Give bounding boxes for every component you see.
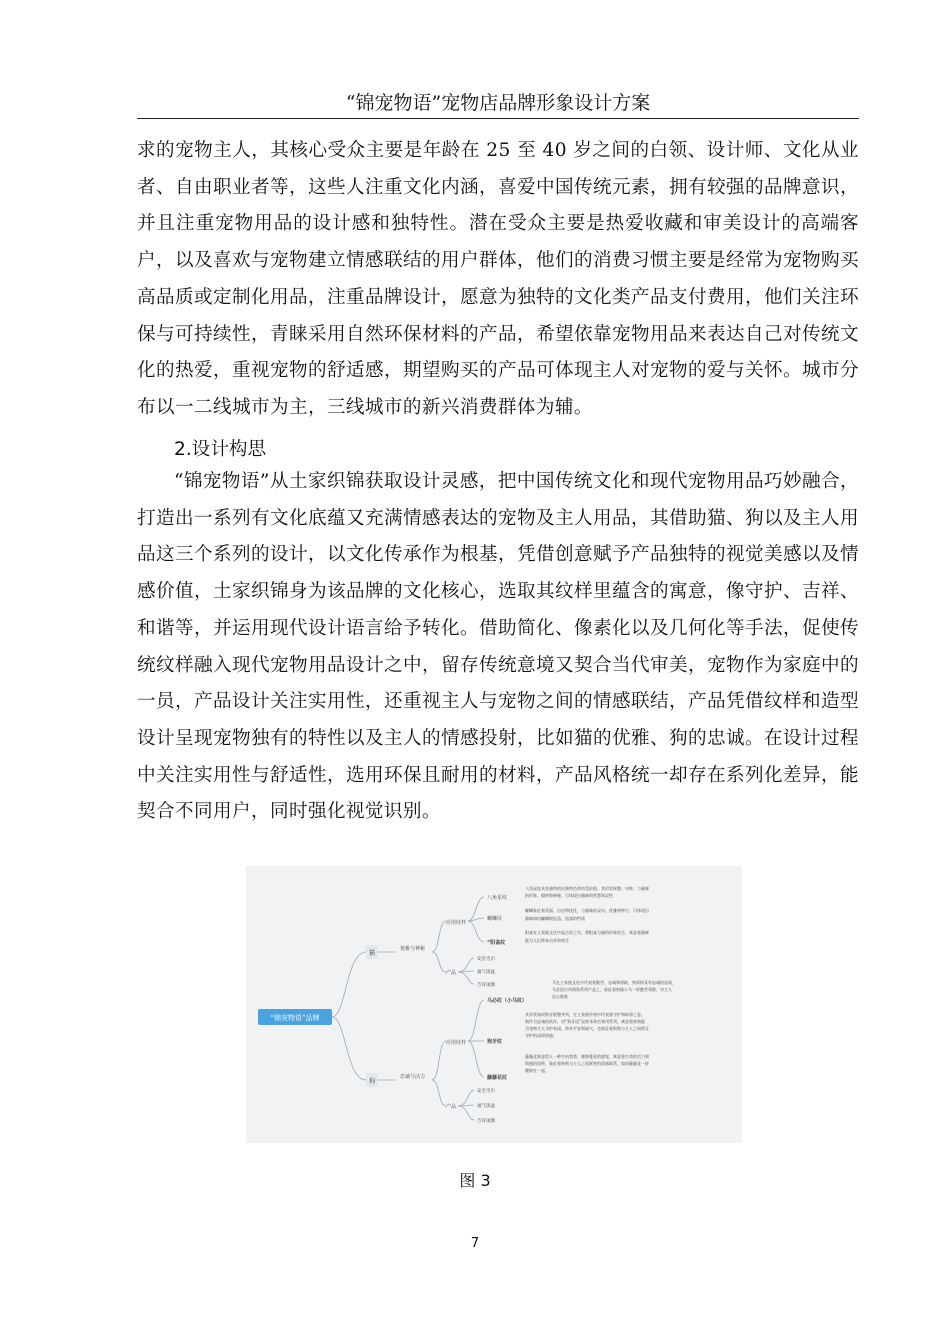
cat-pattern-desc-1b: 的形象、眼明和神秘，可体现出猫咪的智慧和灵性 xyxy=(525,893,613,898)
dog-pattern-desc-1a: 马在土家族文化中代表着勤劳、忠诚和勇敢，狗同样具有忠诚的品质， xyxy=(552,980,676,985)
dog-pattern-name-2: 狗牙纹 xyxy=(487,1039,503,1045)
header-rule xyxy=(137,118,859,119)
paragraph-2: “锦宠物语”从土家织锦获取设计灵感，把中国传统文化和现代宠物用品巧妙融合，打造出一系列有文化底蕴又充满情感表达的宠物及主人用品，其借助猫、狗以及主人用品这三个系列的设计，以文化传承作为根基，凭借创意赋予产品独特的视觉美感以及情感价值，土家织锦身为该品牌的文化核心，选取其纹样里蕴含的寓意，像守护、吉祥、和谐等，并运用现代设计语言给予转化。借助简化、像素化以及几何化等手法，促使传统纹样融入现代宠物用品设计之中，留存传统意境又契合当代审美，宠物作为家庭中的一员，产品设计关注实用性，还重视主人与宠物之间的情感联结，产品凭借纹样和造型设计呈现宠物独有的特性以及主人的情感投射，比如猫的优雅、狗的忠诚。在设计过程中关注实用性与舒适性，选用环保且耐用的材料，产品风格统一却存在系列化差异，能契合不同用户，同时强化视觉识别。 xyxy=(137,471,859,823)
mindmap-svg xyxy=(246,866,742,1143)
dog-pattern-desc-1c: 忠心耿耿 xyxy=(552,994,568,999)
dog-trait: 忠诚与活力 xyxy=(400,1074,426,1080)
dog-product-1: 安室毛巾 xyxy=(477,1089,495,1094)
dog-pattern-desc-3b: 情感的纽带，象征着狗狗与主人之间紧密的情感联系，如同藤藤花一样 xyxy=(525,1061,649,1066)
cat-pattern-desc-1a: 八角星纹具有独特的民族特色和审美价值。其形状规整、对称、与猫咪 xyxy=(525,886,649,891)
dog-pattern-name-3: 藤藤花纹 xyxy=(487,1075,508,1081)
figure-caption: 图 3 xyxy=(459,1171,491,1190)
cat-product-3: 吉祥项圈 xyxy=(477,983,495,988)
cat-pattern-name-1: 八角星纹 xyxy=(487,895,508,901)
cat-pattern-desc-2a: 螺蛳象征着美丽、自由和优化，与猫咪的灵动、优雅相呼应，可体现出 xyxy=(525,908,649,913)
mindmap-figure xyxy=(246,866,742,1143)
cat-pattern-name-2: 螺蛳纹 xyxy=(487,916,503,922)
cat-product-2: 福气饭盆 xyxy=(477,970,495,975)
cat-pattern-desc-3b: 能为人们带来吉祥和欢乐 xyxy=(525,938,569,943)
cat-product-1: 安室毛巾 xyxy=(477,957,495,962)
cat-products-label: 产品 xyxy=(446,970,457,976)
section-subheading: 2.设计构思 xyxy=(174,439,267,460)
cat-pattern-desc-3a: 阳雀在土家族文化中是吉祥之鸟，将阳雀与猫的形象结合，寓意着猫咪 xyxy=(525,930,649,935)
dog-pattern-desc-2c: 为宠物主人守护家园，带来平安和福气，也象征着狗狗与主人之间相互 xyxy=(525,1026,649,1031)
paragraph-1: 求的宠物主人，其核心受众主要是年龄在 25 至 40 岁之间的白领、设计师、文化从业者、自由职业者等，这些人注重文化内涵，喜爱中国传统元素，拥有较强的品牌意识，并且注重宠物用品的设计感和独特性。潜在受众主要是热爱收藏和审美设计的高端客户，以及喜欢与宠物建立情感联结的用户群体，他们的消费习惯主要是经常为宠物购买高品质或定制化用品，注重品牌设计，愿意为独特的文化类产品支付费用，他们关注环保与可持续性，青睐采用自然环保材料的产品，希望依靠宠物用品来表达自己对传统文化的热爱，重视宠物的舒适感，期望购买的产品可体现主人对宠物的爱与关怀。城市分布以一二线城市为主，三线城市的新兴消费群体为辅。 xyxy=(137,140,859,418)
mindmap-root-label: “锦宠物语”品牌 xyxy=(270,1014,320,1022)
cat-pattern-desc-2b: 猫咪如何螺蛳般轻盈、流淌的特质 xyxy=(525,916,585,921)
page-number: 7 xyxy=(470,1236,480,1251)
dog-pattern-desc-2b: 狗作为忠诚的伙伴，用“狗牙纹”纹样来命名狗用系列，寓意着狗狗能 xyxy=(525,1019,646,1024)
cat-patterns-label: 应用纹样 xyxy=(446,920,467,926)
cat-pattern-name-3: “阳雀纹 xyxy=(487,940,506,946)
dog-pattern-desc-1b: 马必纹应用到狗系列产品上，象征着狗像小马一样勤劳勇敢、对主人 xyxy=(552,987,672,992)
cat-trait: 优雅与神秘 xyxy=(400,946,426,952)
cat-label: 猫 xyxy=(368,950,376,957)
dog-pattern-desc-2a: 其形状如同狗牙般整齐列，在土家族传统中代表着守护和辟邪之意。 xyxy=(525,1012,645,1017)
dog-pattern-desc-2d: 守护的深厚情感。 xyxy=(525,1033,557,1038)
dog-product-2: 福气饭盆 xyxy=(477,1104,495,1109)
page-header: “锦宠物语”宠物店品牌形象设计方案 xyxy=(345,92,651,114)
dog-product-3: 吉祥项圈 xyxy=(477,1119,495,1124)
dog-label: 狗 xyxy=(368,1078,376,1085)
dog-pattern-desc-3a: 藤藤花寓意给人一种生机勃勃、缠绵蔓延的感觉，寓意着生命的活力和 xyxy=(525,1054,649,1059)
dog-pattern-name-1: 马必纹（小马纹） xyxy=(487,998,528,1004)
dog-products-label: 产品 xyxy=(446,1104,457,1110)
dog-patterns-label: 应用纹样 xyxy=(446,1040,467,1046)
dog-pattern-desc-3c: 缠绵在一起。 xyxy=(525,1068,549,1073)
mindmap-connectors xyxy=(332,897,510,1120)
